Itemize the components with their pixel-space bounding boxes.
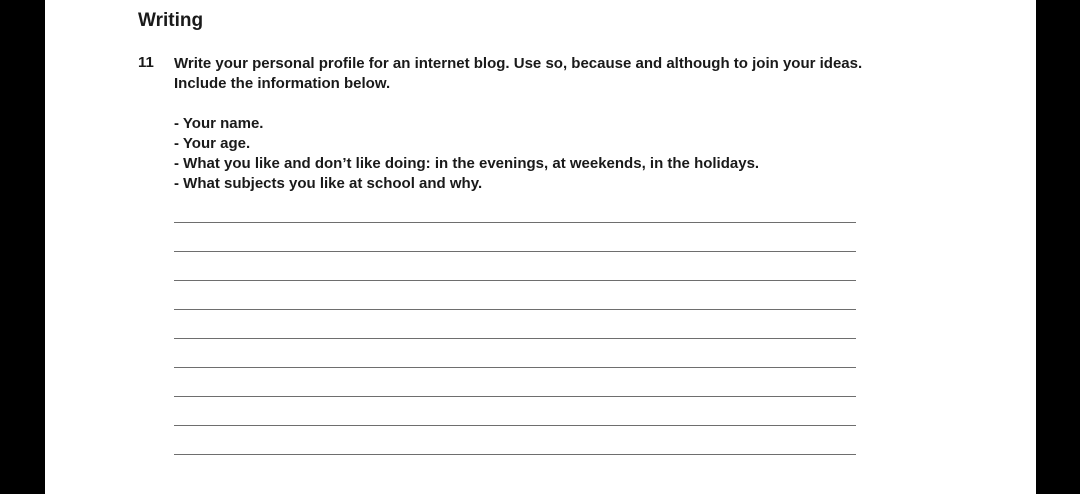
instruction-line-2: Include the information below.: [174, 75, 391, 92]
answer-line[interactable]: [174, 454, 856, 455]
information-list: [174, 114, 994, 194]
answer-line[interactable]: [174, 367, 856, 368]
instruction-line-1: Write your personal profile for an internet blog. Use so, because and although to join your ideas.: [174, 55, 863, 72]
answer-line[interactable]: [174, 280, 856, 281]
answer-line[interactable]: [174, 425, 856, 426]
list-item: - Your age.: [174, 135, 251, 152]
list-item: - What you like and don’t like doing: in the evenings, at weekends, in the holidays.: [174, 155, 760, 172]
worksheet-page: [45, 0, 1036, 494]
task-instructions: [174, 54, 994, 94]
section-title: Writing: [138, 10, 204, 31]
list-item: - What subjects you like at school and why.: [174, 175, 483, 192]
answer-line[interactable]: [174, 309, 856, 310]
answer-line[interactable]: [174, 222, 856, 223]
answer-line[interactable]: [174, 396, 856, 397]
list-item: - Your name.: [174, 115, 264, 132]
answer-line[interactable]: [174, 338, 856, 339]
task-number: 11: [138, 54, 154, 71]
answer-line[interactable]: [174, 251, 856, 252]
answer-lines: [174, 222, 856, 483]
